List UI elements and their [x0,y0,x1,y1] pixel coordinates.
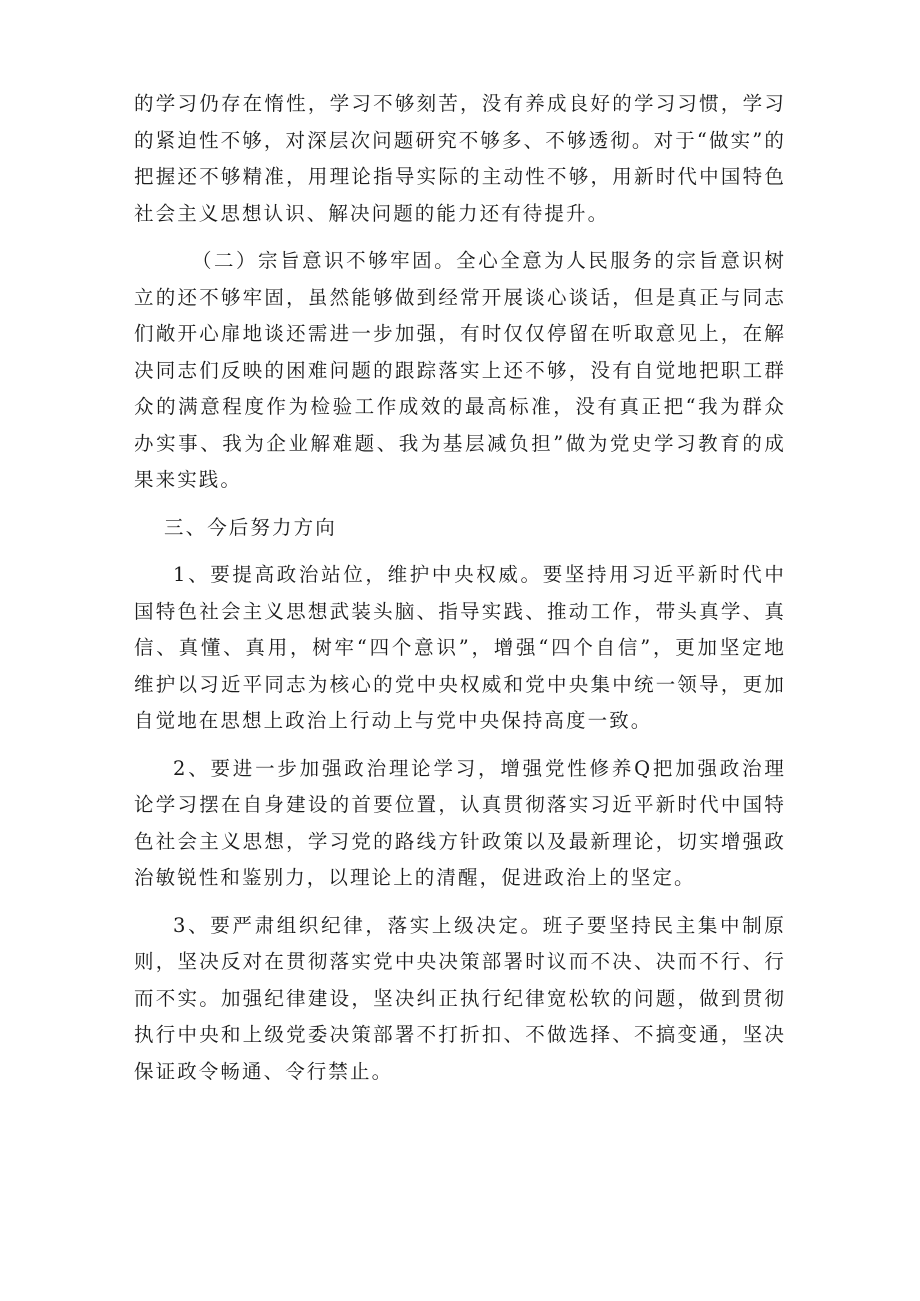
paragraph-item-1: 1、要提高政治站位，维护中央权威。要坚持用习近平新时代中国特色社会主义思想武装头脑、指导实践、推动工作，带头真学、真信、真懂、真用，树牢“四个意识”，增强“四个自信”，更加坚定地维护以习近平同志为核心的党中央权威和党中央集中统一领导，更加自觉地在思想上政治上行动上与党中央保持高度一致。 [134,563,786,732]
paragraph-item-2: 2、要进一步加强政治理论学习，增强党性修养Q把加强政治理论学习摆在自身建设的首要位置，认真贯彻落实习近平新时代中国特色社会主义思想，学习党的路线方针政策以及最新理论，切实增强政治敏锐性和鉴别力，以理论上的清醒，促进政治上的坚定。 [134,756,786,889]
paragraph-study-inertia: 的学习仍存在惰性，学习不够刻苦，没有养成良好的学习习惯，学习的紧迫性不够，对深层次问题研究不够多、不够透彻。对于“做实”的把握还不够精准，用理论指导实际的主动性不够，用新时代中国特色社会主义思想认识、解决问题的能力还有待提升。 [134,92,786,225]
paragraph-item-3: 3、要严肃组织纪律，落实上级决定。班子要坚持民主集中制原则，坚决反对在贯彻落实党中央决策部署时议而不决、决而不行、行而不实。加强纪律建设，坚决纠正执行纪律宽松软的问题，做到贯彻执行中央和上级党委决策部署不打折扣、不做选择、不搞变通，坚决保证政令畅通、令行禁止。 [134,913,786,1083]
section-heading-future-direction: 三、今后努力方向 [164,515,337,539]
document-body [134,86,786,1101]
paragraph-purpose-awareness: （二）宗旨意识不够牢固。全心全意为人民服务的宗旨意识树立的还不够牢固，虽然能够做到经常开展谈心谈话，但是真正与同志们敞开心扉地谈还需进一步加强，有时仅仅停留在听取意见上，在解决同志们反映的困难问题的跟踪落实上还不够，没有自觉地把职工群众的满意程度作为检验工作成效的最高标准，没有真正把“我为群众办实事、我为企业解难题、我为基层减负担”做为党史学习教育的成果来实践。 [134,249,786,491]
